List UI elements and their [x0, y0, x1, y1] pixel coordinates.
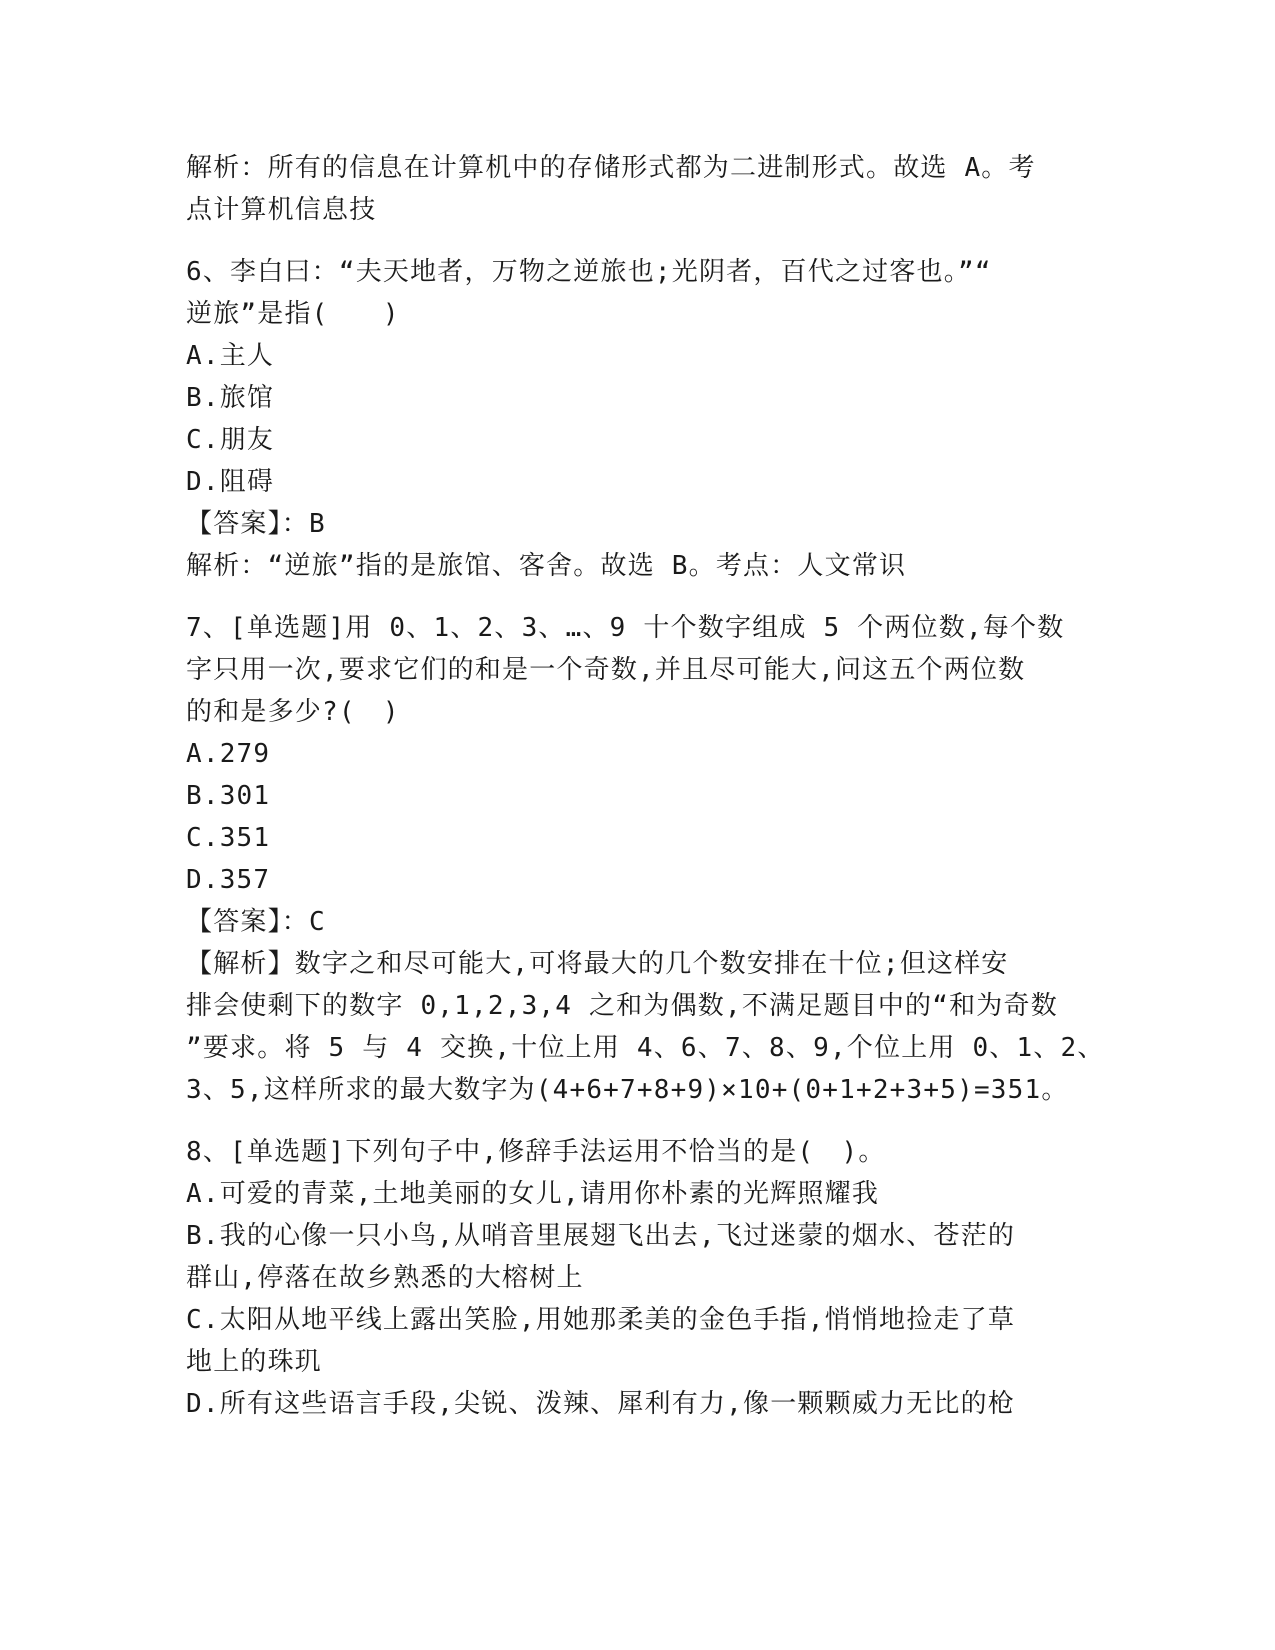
- option-c: C.太阳从地平线上露出笑脸,用她那柔美的金色手指,悄悄地捡走了草: [186, 1305, 1016, 1335]
- option-d: D.所有这些语言手段,尖锐、泼辣、犀利有力,像一颗颗威力无比的枪: [186, 1389, 1016, 1419]
- explanation: 排会使剩下的数字 0,1,2,3,4 之和为偶数,不满足题目中的“和为奇数: [186, 991, 1058, 1021]
- option-b: B.301: [186, 781, 271, 811]
- explanation: ”要求。将 5 与 4 交换,十位上用 4、6、7、8、9,个位上用 0、1、2、: [186, 1033, 1105, 1063]
- text-line: 点计算机信息技: [186, 195, 377, 225]
- option-b-cont: 群山,停落在故乡熟悉的大榕树上: [186, 1263, 584, 1293]
- option-c: C.351: [186, 823, 271, 853]
- explanation: 3、5,这样所求的最大数字为(4+6+7+8+9)×10+(0+1+2+3+5)=351。: [186, 1075, 1069, 1105]
- option-c: C.朋友: [186, 425, 275, 455]
- question-7: [186, 608, 1105, 1112]
- option-d: D.阻碍: [186, 467, 275, 497]
- question-6: [186, 252, 1091, 588]
- option-a: A.279: [186, 739, 271, 769]
- answer: 【答案】：B: [186, 509, 326, 539]
- question-stem: 7、[单选题]用 0、1、2、3、…、9 十个数字组成 5 个两位数,每个数: [186, 613, 1065, 643]
- explanation: 解析：“逆旅”指的是旅馆、客舍。故选 B。考点：人文常识: [186, 551, 907, 581]
- text-line: 解析：所有的信息在计算机中的存储形式都为二进制形式。故选 A。考: [186, 153, 1036, 183]
- option-a: A.可爱的青菜,土地美丽的女儿,请用你朴素的光辉照耀我: [186, 1179, 880, 1209]
- document-page: [186, 148, 1105, 1426]
- question-stem: 字只用一次,要求它们的和是一个奇数,并且尽可能大,问这五个两位数: [186, 655, 1026, 685]
- option-a: A.主人: [186, 341, 275, 371]
- option-d: D.357: [186, 865, 271, 895]
- question-stem: 逆旅”是指( ): [186, 299, 400, 329]
- explanation: 【解析】数字之和尽可能大,可将最大的几个数安排在十位;但这样安: [186, 949, 1009, 979]
- option-b: B.我的心像一只小鸟,从哨音里展翅飞出去,飞过迷蒙的烟水、苍茫的: [186, 1221, 1016, 1251]
- q5-explanation: [186, 148, 1091, 232]
- question-8: [186, 1132, 1091, 1426]
- question-stem: 8、[单选题]下列句子中,修辞手法运用不恰当的是( )。: [186, 1137, 886, 1167]
- answer: 【答案】：C: [186, 907, 326, 937]
- option-b: B.旅馆: [186, 383, 275, 413]
- question-stem: 6、李白曰：“夫天地者，万物之逆旅也;光阴者，百代之过客也。”“: [186, 257, 992, 287]
- question-stem: 的和是多少?( ): [186, 697, 400, 727]
- option-c-cont: 地上的珠玑: [186, 1347, 323, 1377]
